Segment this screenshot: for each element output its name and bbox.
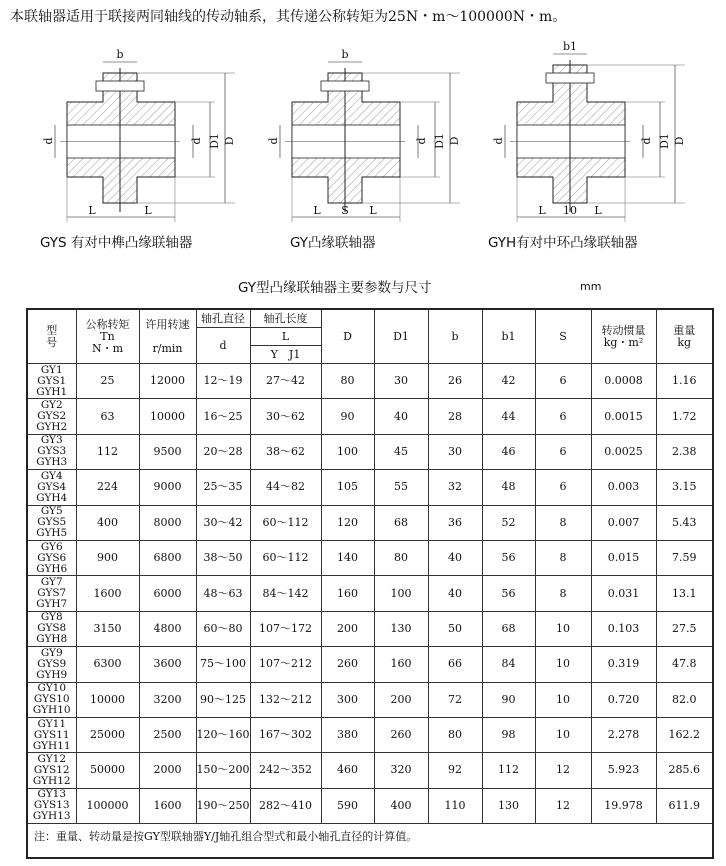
cell-D: 260 xyxy=(321,647,374,682)
cell-model: GY12 GYS12 GYH12 xyxy=(27,753,76,788)
cell-model: GY8 GYS8 GYH8 xyxy=(27,611,76,646)
cell-I: 0.103 xyxy=(591,611,656,646)
cell-m: 285.6 xyxy=(656,753,713,788)
cell-m: 3.15 xyxy=(656,470,713,505)
cell-b1: 112 xyxy=(482,753,535,788)
table-row xyxy=(27,540,713,575)
label-L-left: L xyxy=(538,204,546,217)
cell-b1: 56 xyxy=(482,576,535,611)
cell-n: 3600 xyxy=(139,647,196,682)
cell-d: 20～28 xyxy=(196,434,250,469)
cell-Tn: 6300 xyxy=(76,647,139,682)
label-D1: D1 xyxy=(433,133,446,149)
header-bore-diameter: 轴孔直径 xyxy=(196,309,250,328)
cell-b: 92 xyxy=(428,753,482,788)
cell-b1: 90 xyxy=(482,682,535,717)
cell-S: 6 xyxy=(535,364,591,399)
header-b: b xyxy=(428,309,482,364)
cell-b1: 52 xyxy=(482,505,535,540)
cell-m: 2.38 xyxy=(656,434,713,469)
cell-D: 90 xyxy=(321,399,374,434)
table-row xyxy=(27,788,713,823)
cell-S: 8 xyxy=(535,576,591,611)
table-row xyxy=(27,470,713,505)
cell-D: 160 xyxy=(321,576,374,611)
cell-S: 10 xyxy=(535,611,591,646)
header-b1: b1 xyxy=(482,309,535,364)
cell-n: 6800 xyxy=(139,540,196,575)
table-row xyxy=(27,505,713,540)
label-b: b1 xyxy=(562,40,578,53)
coupling-spec-table xyxy=(26,308,714,859)
cell-n: 9500 xyxy=(139,434,196,469)
label-d-right: d xyxy=(415,137,428,145)
cell-S: 6 xyxy=(535,399,591,434)
cell-n: 2500 xyxy=(139,717,196,752)
bolt xyxy=(96,81,144,91)
cell-n: 6000 xyxy=(139,576,196,611)
cell-d: 60～80 xyxy=(196,611,250,646)
coupling-drawing xyxy=(40,40,260,230)
cell-D: 100 xyxy=(321,434,374,469)
cell-b1: 98 xyxy=(482,717,535,752)
cell-model: GY5 GYS5 GYH5 xyxy=(27,505,76,540)
label-L-right: L xyxy=(369,204,377,217)
drawing-caption: GY凸缘联轴器 xyxy=(290,235,376,251)
label-D: D xyxy=(448,136,461,146)
cell-S: 10 xyxy=(535,647,591,682)
table-row xyxy=(27,576,713,611)
header-inertia: 转动惯量 kg・m² xyxy=(591,309,656,364)
cell-b1: 56 xyxy=(482,540,535,575)
table-row xyxy=(27,399,713,434)
cell-m: 1.72 xyxy=(656,399,713,434)
cell-I: 0.003 xyxy=(591,470,656,505)
table-row xyxy=(27,682,713,717)
coupling-drawing xyxy=(265,40,485,230)
cell-b: 36 xyxy=(428,505,482,540)
intro-text: 本联轴器适用于联接两同轴线的传动轴系，其传递公称转矩为25N・m～100000N・m。 xyxy=(10,9,567,25)
cell-I: 0.0015 xyxy=(591,399,656,434)
cell-b: 80 xyxy=(428,717,482,752)
cell-L: 60～112 xyxy=(250,505,321,540)
header-D: D xyxy=(321,309,374,364)
cell-n: 12000 xyxy=(139,364,196,399)
header-D1: D1 xyxy=(374,309,428,364)
cell-b: 26 xyxy=(428,364,482,399)
cell-m: 611.9 xyxy=(656,788,713,823)
cell-d: 190～250 xyxy=(196,788,250,823)
cell-L: 107～172 xyxy=(250,611,321,646)
cell-b: 30 xyxy=(428,434,482,469)
cell-S: 8 xyxy=(535,505,591,540)
cell-model: GY6 GYS6 GYH6 xyxy=(27,540,76,575)
cell-n: 10000 xyxy=(139,399,196,434)
drawing-caption: GYS 有对中榫凸缘联轴器 xyxy=(40,235,193,251)
label-D: D xyxy=(223,136,236,146)
cell-D: 120 xyxy=(321,505,374,540)
cell-D1: 160 xyxy=(374,647,428,682)
cell-b1: 68 xyxy=(482,611,535,646)
cell-L: 107～212 xyxy=(250,647,321,682)
cell-D1: 30 xyxy=(374,364,428,399)
cell-D: 590 xyxy=(321,788,374,823)
label-L-right: L xyxy=(144,204,152,217)
cell-D1: 320 xyxy=(374,753,428,788)
cell-S: 6 xyxy=(535,470,591,505)
header-weight: 重量 kg xyxy=(656,309,713,364)
cell-model: GY13 GYS13 GYH13 xyxy=(27,788,76,823)
cell-Tn: 10000 xyxy=(76,682,139,717)
table-note: 注：重量、转动量是按GY型联轴器Y/J轴孔组合型式和最小轴孔直径的计算值。 xyxy=(27,824,713,859)
cell-D: 200 xyxy=(321,611,374,646)
cell-b: 40 xyxy=(428,540,482,575)
header-L: L xyxy=(250,328,321,346)
label-d-right: d xyxy=(640,137,653,145)
cell-I: 0.015 xyxy=(591,540,656,575)
cell-b: 110 xyxy=(428,788,482,823)
cell-m: 82.0 xyxy=(656,682,713,717)
cell-d: 90～125 xyxy=(196,682,250,717)
cell-b: 72 xyxy=(428,682,482,717)
cell-m: 162.2 xyxy=(656,717,713,752)
cell-I: 0.720 xyxy=(591,682,656,717)
label-b: b xyxy=(116,48,124,61)
label-D: D xyxy=(673,136,686,146)
header-bore-length: 轴孔长度 xyxy=(250,309,321,328)
label-D1: D1 xyxy=(658,133,671,149)
cell-b1: 48 xyxy=(482,470,535,505)
cell-L: 84～142 xyxy=(250,576,321,611)
label-L-left: L xyxy=(313,204,321,217)
cell-n: 3200 xyxy=(139,682,196,717)
cell-n: 2000 xyxy=(139,753,196,788)
cell-S: 12 xyxy=(535,753,591,788)
cell-S: 10 xyxy=(535,717,591,752)
label-d-left: d xyxy=(492,137,505,145)
cell-I: 0.0025 xyxy=(591,434,656,469)
coupling-drawing xyxy=(490,40,710,230)
cell-D1: 80 xyxy=(374,540,428,575)
cell-b: 66 xyxy=(428,647,482,682)
cell-b1: 84 xyxy=(482,647,535,682)
cell-m: 5.43 xyxy=(656,505,713,540)
cell-D: 300 xyxy=(321,682,374,717)
cell-D: 380 xyxy=(321,717,374,752)
header-S: S xyxy=(535,309,591,364)
table-row xyxy=(27,717,713,752)
label-gap: 10 xyxy=(563,204,577,217)
cell-n: 1600 xyxy=(139,788,196,823)
cell-Tn: 1600 xyxy=(76,576,139,611)
cell-d: 48～63 xyxy=(196,576,250,611)
cell-model: GY3 GYS3 GYH3 xyxy=(27,434,76,469)
cell-model: GY9 GYS9 GYH9 xyxy=(27,647,76,682)
cell-Tn: 3150 xyxy=(76,611,139,646)
cell-S: 12 xyxy=(535,788,591,823)
cell-model: GY1 GYS1 GYH1 xyxy=(27,364,76,399)
cell-model: GY7 GYS7 GYH7 xyxy=(27,576,76,611)
table-unit: mm xyxy=(580,280,602,293)
cell-L: 60～112 xyxy=(250,540,321,575)
cell-Tn: 63 xyxy=(76,399,139,434)
cell-D1: 200 xyxy=(374,682,428,717)
table-title: GY型凸缘联轴器主要参数与尺寸 xyxy=(238,280,432,296)
cell-D1: 400 xyxy=(374,788,428,823)
label-b: b xyxy=(341,48,349,61)
cell-I: 5.923 xyxy=(591,753,656,788)
cell-m: 7.59 xyxy=(656,540,713,575)
cell-L: 167～302 xyxy=(250,717,321,752)
cell-b: 28 xyxy=(428,399,482,434)
label-gap: S xyxy=(341,204,349,217)
cell-model: GY11 GYS11 GYH11 xyxy=(27,717,76,752)
cell-D1: 100 xyxy=(374,576,428,611)
cell-I: 0.319 xyxy=(591,647,656,682)
cell-d: 30～42 xyxy=(196,505,250,540)
drawing-caption: GYH有对中环凸缘联轴器 xyxy=(488,235,638,251)
cell-Tn: 100000 xyxy=(76,788,139,823)
header-model: 型 号 xyxy=(27,309,76,364)
header-d: d xyxy=(196,328,250,364)
table-row xyxy=(27,364,713,399)
cell-L: 30～62 xyxy=(250,399,321,434)
cell-Tn: 112 xyxy=(76,434,139,469)
cell-S: 6 xyxy=(535,434,591,469)
cell-Tn: 400 xyxy=(76,505,139,540)
cell-n: 8000 xyxy=(139,505,196,540)
cell-I: 2.278 xyxy=(591,717,656,752)
cell-D: 105 xyxy=(321,470,374,505)
cell-b: 32 xyxy=(428,470,482,505)
cell-D1: 55 xyxy=(374,470,428,505)
cell-D: 140 xyxy=(321,540,374,575)
cell-n: 9000 xyxy=(139,470,196,505)
cell-Tn: 224 xyxy=(76,470,139,505)
cell-S: 8 xyxy=(535,540,591,575)
cell-b1: 44 xyxy=(482,399,535,434)
label-L-right: L xyxy=(594,204,602,217)
cell-S: 10 xyxy=(535,682,591,717)
cell-I: 0.007 xyxy=(591,505,656,540)
cell-model: GY4 GYS4 GYH4 xyxy=(27,470,76,505)
cell-d: 38～50 xyxy=(196,540,250,575)
header-torque: 公称转矩 Tn N・m xyxy=(76,309,139,364)
cell-L: 27～42 xyxy=(250,364,321,399)
table-row xyxy=(27,611,713,646)
cell-Tn: 50000 xyxy=(76,753,139,788)
cell-d: 25～35 xyxy=(196,470,250,505)
cell-d: 75～100 xyxy=(196,647,250,682)
header-speed: 许用转速 r/min xyxy=(139,309,196,364)
label-d-right: d xyxy=(190,137,203,145)
cell-Tn: 900 xyxy=(76,540,139,575)
cell-D1: 40 xyxy=(374,399,428,434)
bolt xyxy=(546,73,594,83)
label-L-left: L xyxy=(88,204,96,217)
cell-L: 242～352 xyxy=(250,753,321,788)
cell-I: 0.0008 xyxy=(591,364,656,399)
table-row xyxy=(27,434,713,469)
cell-model: GY10 GYS10 GYH10 xyxy=(27,682,76,717)
cell-b: 40 xyxy=(428,576,482,611)
cell-b1: 42 xyxy=(482,364,535,399)
cell-d: 120～160 xyxy=(196,717,250,752)
cell-I: 0.031 xyxy=(591,576,656,611)
cell-m: 47.8 xyxy=(656,647,713,682)
cell-m: 13.1 xyxy=(656,576,713,611)
table-row xyxy=(27,753,713,788)
cell-D: 80 xyxy=(321,364,374,399)
cell-n: 4800 xyxy=(139,611,196,646)
cell-L: 282～410 xyxy=(250,788,321,823)
cell-D1: 260 xyxy=(374,717,428,752)
cell-D1: 45 xyxy=(374,434,428,469)
cell-L: 132～212 xyxy=(250,682,321,717)
cell-b1: 46 xyxy=(482,434,535,469)
cell-L: 44～82 xyxy=(250,470,321,505)
cell-D: 460 xyxy=(321,753,374,788)
cell-b: 50 xyxy=(428,611,482,646)
cell-b1: 130 xyxy=(482,788,535,823)
table-row xyxy=(27,647,713,682)
label-d-left: d xyxy=(42,137,55,145)
cell-d: 12～19 xyxy=(196,364,250,399)
label-d-left: d xyxy=(267,137,280,145)
cell-D1: 130 xyxy=(374,611,428,646)
cell-I: 19.978 xyxy=(591,788,656,823)
cell-Tn: 25000 xyxy=(76,717,139,752)
cell-m: 27.5 xyxy=(656,611,713,646)
cell-L: 38～62 xyxy=(250,434,321,469)
cell-model: GY2 GYS2 GYH2 xyxy=(27,399,76,434)
label-D1: D1 xyxy=(208,133,221,149)
cell-d: 150～200 xyxy=(196,753,250,788)
bolt xyxy=(321,81,369,91)
cell-D1: 68 xyxy=(374,505,428,540)
header-Y-J1: Y J1 xyxy=(250,346,321,364)
cell-d: 16～25 xyxy=(196,399,250,434)
cell-Tn: 25 xyxy=(76,364,139,399)
cell-m: 1.16 xyxy=(656,364,713,399)
